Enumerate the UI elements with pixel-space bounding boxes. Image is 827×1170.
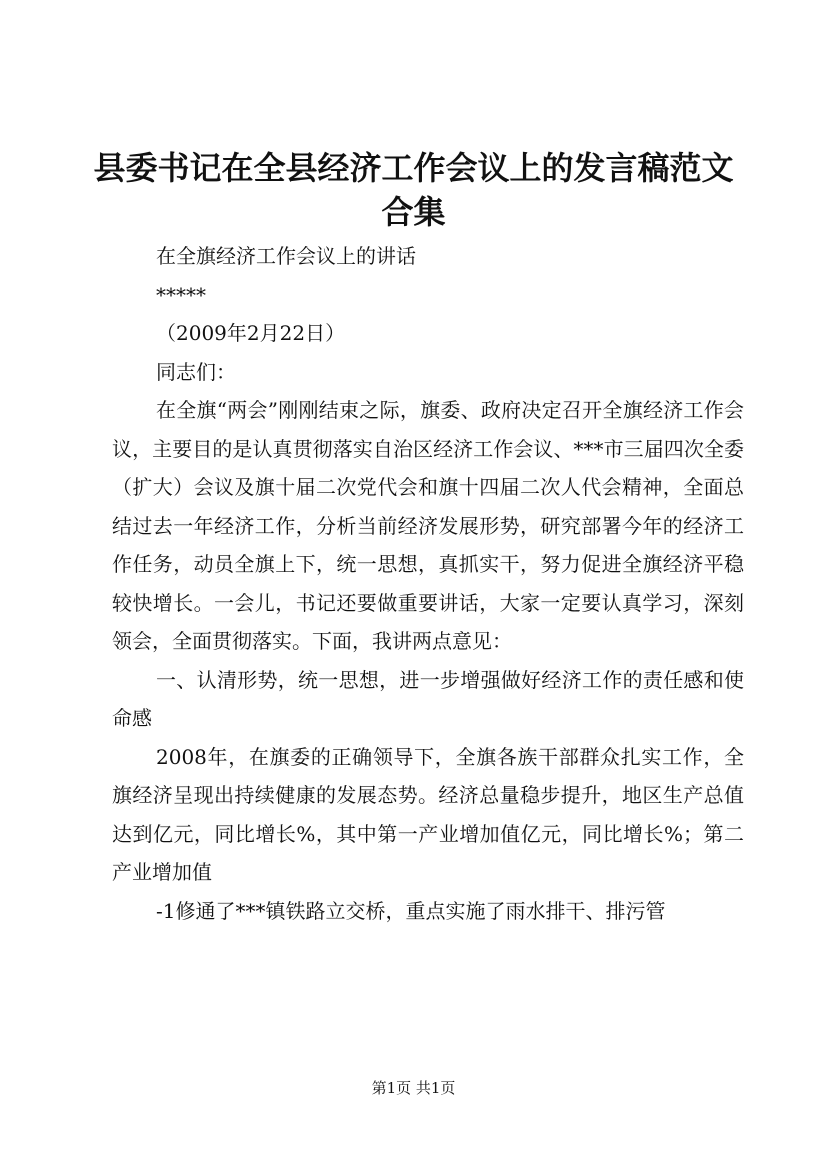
page-number: 第1页 共1页 <box>371 1079 456 1097</box>
speech-heading: 在全旗经济工作会议上的讲话 <box>156 244 416 268</box>
section-heading: 一、认清形势，统一思想，进一步增强做好经济工作的责任感和使命感 <box>112 667 744 730</box>
body-paragraph: -1修通了***镇铁路立交桥，重点实施了雨水排干、排污管 <box>156 898 666 923</box>
salutation: 同志们： <box>156 359 236 384</box>
speaker-name: ***** <box>156 282 206 307</box>
body-paragraph: 2008年，在旗委的正确领导下，全旗各族干部群众扎实工作，全旗经济呈现出持续健康的发展态势。经济总量稳步提升，地区生产总值达到亿元，同比增长%，其中第一产业增加值亿元，同比增长%；第二产业增加值 <box>112 744 744 884</box>
document-body <box>112 237 744 930</box>
body-paragraph: 在全旗“两会”刚刚结束之际，旗委、政府决定召开全旗经济工作会议，主要目的是认真贯彻落实自治区经济工作会议、***市三届四次全委（扩大）会议及旗十届二次党代会和旗十四届二次人代会精神，全面总结过去一年经济工作，分析当前经济发展形势，研究部署今年的经济工作任务，动员全旗上下，统一思想，真抓实干，努力促进全旗经济平稳较快增长。一会儿，书记还要做重要讲话，大家一定要认真学习，深刻领会，全面贯彻落实。下面，我讲两点意见： <box>112 398 744 653</box>
speech-date: （2009年2月22日） <box>156 321 346 345</box>
document-title: 县委书记在全县经济工作会议上的发言稿范文合集 <box>93 149 734 231</box>
